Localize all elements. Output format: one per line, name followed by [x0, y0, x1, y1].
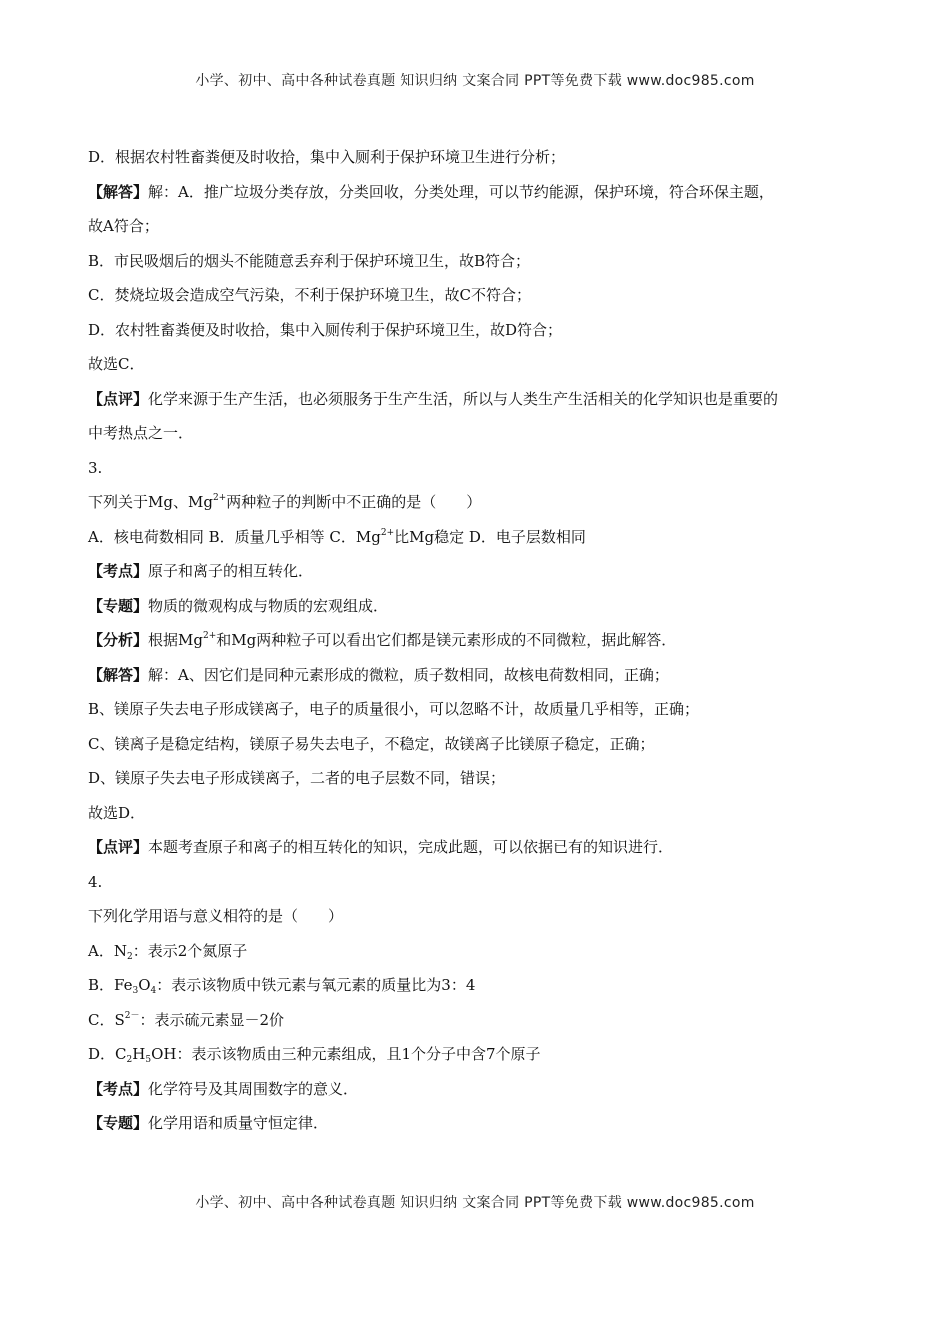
- q4-option-b-pre: B．Fe: [88, 976, 133, 994]
- q3-comment-text: 本题考查原子和离子的相互转化的知识，完成此题，可以依据已有的知识进行．: [148, 838, 674, 856]
- q2-answer-c: C．焚烧垃圾会造成空气污染，不利于保护环境卫生，故C不符合；: [88, 286, 531, 304]
- q4-option-d-mid: H: [132, 1045, 146, 1063]
- q3-options: [88, 526, 868, 561]
- q3-kaodian: [88, 560, 868, 595]
- q3-number: 3.: [88, 458, 103, 477]
- q4-kaodian: [88, 1078, 868, 1113]
- answer-tag: 【解答】: [88, 182, 149, 201]
- answer-tag: 【解答】: [88, 665, 149, 684]
- q4-number: 4.: [88, 872, 103, 891]
- q3-comment: [88, 836, 868, 871]
- q3-stem-sup: 2+: [212, 493, 227, 503]
- kaodian-tag: 【考点】: [88, 1079, 149, 1098]
- q4-option-d-sub2: 5: [145, 1055, 152, 1065]
- q3-answer-b: B、镁原子失去电子形成镁离子，电子的质量很小，可以忽略不计，故质量几乎相等，正确；: [88, 700, 700, 718]
- q2-choice: 故选C．: [88, 355, 145, 373]
- q2-answer-a-cont: 故A符合；: [88, 217, 159, 235]
- q3-answer-a: [88, 664, 868, 699]
- zhuanti-tag: 【专题】: [88, 596, 149, 615]
- q3-options-b: 比Mg稳定 D．电子层数相同: [394, 527, 586, 546]
- q3-answer-c: C、镁离子是稳定结构，镁原子易失去电子，不稳定，故镁离子比镁原子稳定，正确；: [88, 734, 655, 753]
- q3-kaodian-text: 原子和离子的相互转化．: [148, 562, 314, 580]
- q3-options-a: A．核电荷数相同 B．质量几乎相等 C．Mg: [88, 527, 381, 546]
- document-body: [88, 146, 868, 1147]
- q2-comment-cont: 中考热点之一．: [88, 424, 194, 442]
- page-header: 小学、初中、高中各种试卷真题 知识归纳 文案合同 PPT等免费下载 www.doc985.com: [195, 73, 755, 89]
- q3-answer-a-text: 解：A、因它们是同种元素形成的微粒，质子数相同，故核电荷数相同，正确；: [148, 665, 669, 684]
- q4-option-b: [88, 974, 868, 1009]
- q3-stem-b: 两种粒子的判断中不正确的是（ ）: [226, 493, 482, 511]
- q4-option-d-sub1: 2: [126, 1055, 133, 1065]
- q4-option-a-sub: 2: [126, 951, 133, 962]
- q3-stem: [88, 491, 868, 526]
- fenxi-tag: 【分析】: [88, 631, 149, 649]
- q3-choice: 故选D．: [88, 803, 146, 822]
- q4-zhuanti: [88, 1112, 868, 1147]
- q3-fenxi-a: 根据Mg: [148, 631, 203, 649]
- zhuanti-tag: 【专题】: [88, 1114, 149, 1132]
- q4-option-b-mid: O: [138, 976, 151, 994]
- q3-options-sup: 2+: [380, 527, 395, 538]
- q4-option-a-post: ：表示2个氮原子: [132, 941, 248, 960]
- q2-answer-d: D．农村牲畜粪便及时收拾，集中入厕传利于保护环境卫生，故D符合；: [88, 320, 563, 339]
- kaodian-tag: 【考点】: [88, 562, 149, 580]
- comment-tag: 【点评】: [88, 838, 149, 856]
- q4-option-d: [88, 1043, 868, 1078]
- q4-option-b-post: ：表示该物质中铁元素与氧元素的质量比为3：4: [156, 976, 476, 994]
- q2-comment-text: 化学来源于生产生活，也必须服务于生产生活，所以与人类生产生活相关的化学知识也是重要的: [148, 389, 779, 408]
- q2-answer-b: B．市民吸烟后的烟头不能随意丢弃利于保护环境卫生，故B符合；: [88, 251, 531, 270]
- q4-kaodian-text: 化学符号及其周围数字的意义．: [148, 1079, 359, 1098]
- q4-zhuanti-text: 化学用语和质量守恒定律．: [148, 1114, 329, 1132]
- q3-fenxi: [88, 629, 868, 664]
- q3-answer-d: D、镁原子失去电子形成镁离子，二者的电子层数不同，错误；: [88, 769, 506, 787]
- q3-stem-a: 下列关于Mg、Mg: [88, 493, 213, 511]
- q2-comment: [88, 388, 868, 423]
- q4-option-c-post: ：表示硫元素显－2价: [139, 1010, 285, 1029]
- q4-option-a-pre: A．N: [88, 941, 127, 960]
- q4-option-a: [88, 940, 868, 975]
- q4-stem: 下列化学用语与意义相符的是（ ）: [88, 907, 344, 925]
- q2-analysis-d: D．根据农村牲畜粪便及时收拾，集中入厕利于保护环境卫生进行分析；: [88, 148, 566, 166]
- q4-option-b-sub1: 3: [132, 986, 139, 996]
- q3-fenxi-sup: 2+: [202, 631, 217, 641]
- q4-option-c-pre: C．S: [88, 1010, 125, 1029]
- q4-option-c-sup: 2－: [124, 1010, 140, 1021]
- q4-option-d-post: OH：表示该物质由三种元素组成，且1个分子中含7个原子: [151, 1045, 541, 1063]
- q3-fenxi-b: 和Mg两种粒子可以看出它们都是镁元素形成的不同微粒，据此解答．: [216, 631, 677, 649]
- q4-option-b-sub2: 4: [150, 986, 157, 996]
- q2-answer-a: [88, 181, 868, 216]
- q3-zhuanti: [88, 595, 868, 630]
- q4-option-c: [88, 1009, 868, 1044]
- q4-option-d-pre: D．C: [88, 1045, 127, 1063]
- q2-answer-a-text: 解：A．推广垃圾分类存放，分类回收，分类处理，可以节约能源，保护环境，符合环保主题，: [148, 182, 774, 201]
- comment-tag: 【点评】: [88, 389, 149, 408]
- q3-zhuanti-text: 物质的微观构成与物质的宏观组成．: [148, 596, 389, 615]
- page-footer: 小学、初中、高中各种试卷真题 知识归纳 文案合同 PPT等免费下载 www.doc985.com: [195, 1195, 755, 1211]
